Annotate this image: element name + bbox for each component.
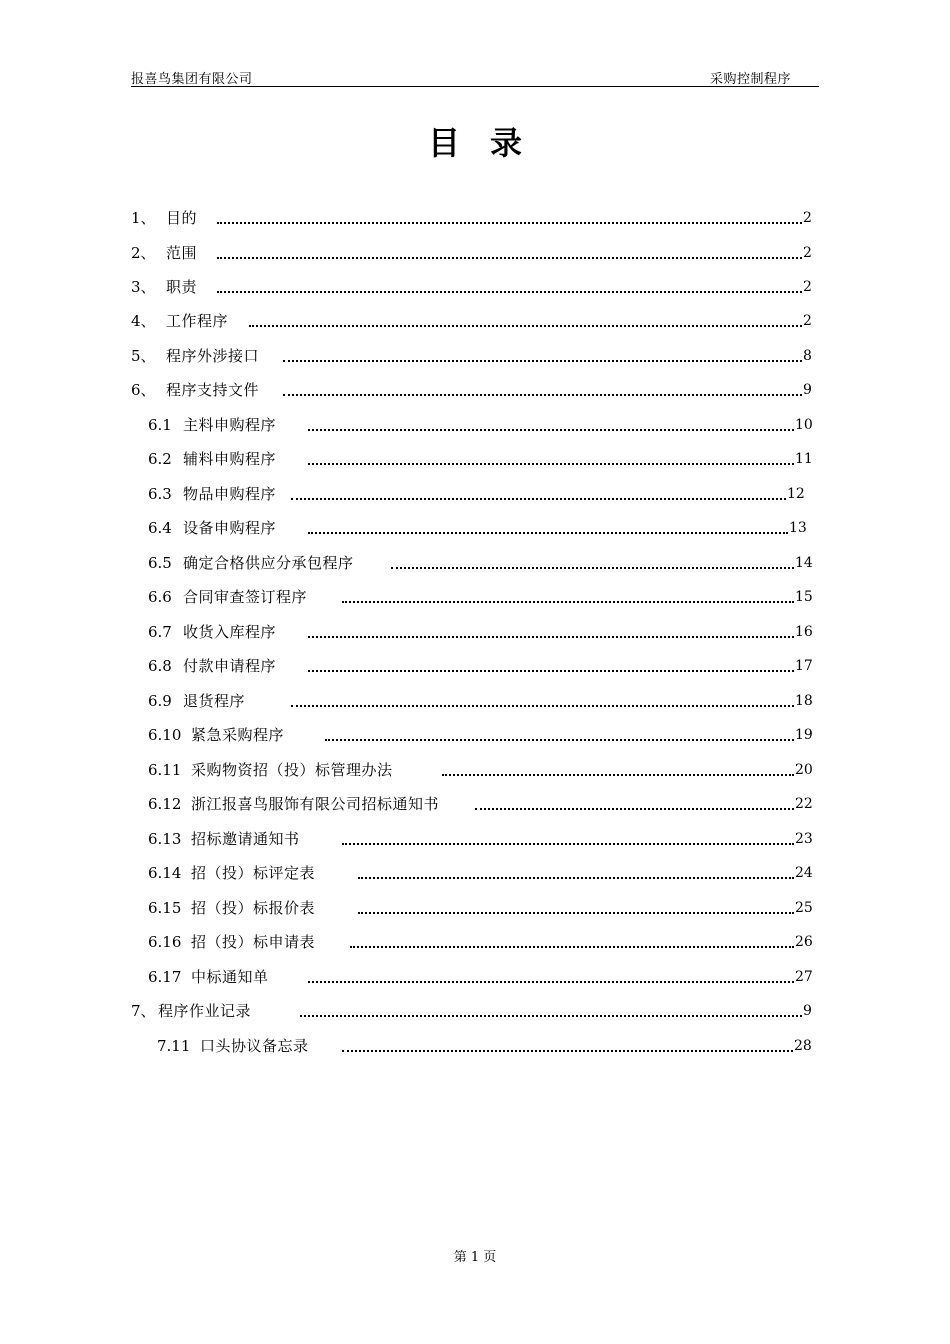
- toc-dot-leader: [308, 427, 794, 431]
- toc-entry-number: 6.5: [148, 554, 172, 572]
- toc-entry-number: 6.10: [148, 726, 182, 744]
- toc-entry-label: 中标通知单: [191, 968, 269, 986]
- toc-entry-page: 17: [795, 658, 813, 674]
- toc-entry-page: 27: [795, 969, 813, 985]
- toc-entry-page: 9: [803, 1003, 812, 1019]
- toc-dot-leader: [475, 806, 794, 810]
- toc-entry[interactable]: [148, 483, 816, 505]
- toc-entry-number: 6.12: [148, 795, 182, 813]
- toc-entry[interactable]: [148, 690, 824, 712]
- toc-entry[interactable]: [157, 1035, 823, 1057]
- toc-entry-label: 紧急采购程序: [191, 726, 285, 744]
- toc-dot-leader: [308, 668, 794, 672]
- toc-dot-leader: [325, 737, 794, 741]
- toc-entry[interactable]: [131, 379, 832, 401]
- toc-entry-number: 4、: [131, 312, 156, 330]
- toc-entry[interactable]: [148, 966, 824, 988]
- toc-entry-number: 6.8: [148, 657, 172, 675]
- toc-entry-label: 付款申请程序: [183, 657, 277, 675]
- toc-entry-number: 6.1: [148, 416, 172, 434]
- toc-entry-label: 目的: [166, 209, 198, 227]
- toc-entry-label: 口头协议备忘录: [200, 1037, 309, 1055]
- toc-entry-label: 招（投）标申请表: [191, 933, 316, 951]
- header-company: 报喜鸟集团有限公司: [131, 72, 253, 87]
- toc-entry-number: 7.11: [157, 1037, 191, 1055]
- toc-entry[interactable]: [148, 724, 824, 746]
- toc-entry-page: 22: [795, 796, 813, 812]
- toc-entry-label: 辅料申购程序: [183, 450, 277, 468]
- toc-entry-label: 浙江报喜鸟服饰有限公司招标通知书: [191, 795, 440, 813]
- toc-entry[interactable]: [148, 897, 824, 919]
- toc-entry-label: 招标邀请通知书: [191, 830, 300, 848]
- toc-entry-page: 11: [795, 451, 813, 467]
- toc-entry-number: 6.4: [148, 519, 172, 537]
- toc-entry-page: 26: [795, 934, 813, 950]
- toc-entry-page: 25: [795, 900, 813, 916]
- toc-entry-label: 程序支持文件: [166, 381, 260, 399]
- toc-entry-page: 16: [795, 624, 813, 640]
- toc-dot-leader: [283, 358, 802, 362]
- toc-entry[interactable]: [131, 1000, 832, 1022]
- toc-dot-leader: [283, 392, 802, 396]
- toc-dot-leader: [291, 496, 786, 500]
- toc-dot-leader: [342, 841, 794, 845]
- toc-entry[interactable]: [148, 517, 818, 539]
- toc-dot-leader: [350, 944, 794, 948]
- toc-entry-label: 招（投）标报价表: [191, 899, 316, 917]
- toc-entry-label: 招（投）标评定表: [191, 864, 316, 882]
- toc-entry-number: 6.6: [148, 588, 172, 606]
- toc-entry-number: 6.2: [148, 450, 172, 468]
- toc-entry-page: 20: [795, 762, 813, 778]
- toc-entry[interactable]: [148, 759, 824, 781]
- toc-dot-leader: [308, 634, 794, 638]
- toc-entry-page: 24: [795, 865, 813, 881]
- toc-entry-page: 9: [803, 382, 812, 398]
- toc-entry-label: 程序外涉接口: [166, 347, 260, 365]
- toc-entry-label: 范围: [166, 244, 198, 262]
- toc-dot-leader: [291, 703, 794, 707]
- toc-entry-label: 采购物资招（投）标管理办法: [191, 761, 393, 779]
- toc-entry-number: 6、: [131, 381, 156, 399]
- toc-entry-number: 6.7: [148, 623, 172, 641]
- toc-dot-leader: [442, 772, 794, 776]
- page-title: 目录: [427, 124, 552, 162]
- toc-entry-number: 6.16: [148, 933, 182, 951]
- page-number: 第 1 页: [453, 1250, 497, 1265]
- toc-entry-page: 2: [803, 279, 812, 295]
- toc-dot-leader: [358, 910, 794, 914]
- toc-dot-leader: [217, 289, 802, 293]
- header-doc-title: 采购控制程序: [709, 72, 791, 87]
- toc-dot-leader: [391, 565, 794, 569]
- toc-entry-page: 19: [795, 727, 813, 743]
- toc-entry-label: 主料申购程序: [183, 416, 277, 434]
- toc-entry[interactable]: [131, 310, 832, 332]
- toc-entry[interactable]: [131, 242, 832, 264]
- toc-entry[interactable]: [148, 552, 824, 574]
- toc-entry-number: 5、: [131, 347, 156, 365]
- toc-entry[interactable]: [148, 414, 824, 436]
- toc-entry-number: 6.17: [148, 968, 182, 986]
- toc-entry-number: 6.11: [148, 761, 182, 779]
- toc-entry[interactable]: [148, 931, 824, 953]
- toc-dot-leader: [249, 323, 802, 327]
- toc-entry-page: 28: [794, 1038, 812, 1054]
- toc-entry[interactable]: [131, 276, 832, 298]
- toc-entry[interactable]: [148, 862, 824, 884]
- toc-entry[interactable]: [148, 828, 824, 850]
- toc-entry-page: 14: [795, 555, 813, 571]
- toc-entry[interactable]: [148, 586, 824, 608]
- toc-entry-page: 8: [803, 348, 812, 364]
- toc-entry-number: 6.15: [148, 899, 182, 917]
- toc-entry[interactable]: [131, 345, 832, 367]
- toc-entry-label: 合同审查签订程序: [183, 588, 308, 606]
- toc-entry-page: 12: [787, 486, 805, 502]
- toc-entry-number: 3、: [131, 278, 156, 296]
- toc-entry-page: 13: [789, 520, 807, 536]
- toc-dot-leader: [308, 979, 794, 983]
- toc-entry-number: 6.13: [148, 830, 182, 848]
- toc-entry[interactable]: [148, 621, 824, 643]
- toc-entry-label: 收货入库程序: [183, 623, 277, 641]
- toc-entry[interactable]: [131, 207, 832, 229]
- toc-entry-number: 1、: [131, 209, 156, 227]
- toc-entry-page: 2: [803, 313, 812, 329]
- toc-dot-leader: [358, 875, 794, 879]
- toc-dot-leader: [308, 530, 788, 534]
- toc-entry-label: 物品申购程序: [183, 485, 277, 503]
- toc-entry-number: 7、: [131, 1002, 156, 1020]
- toc-entry-page: 10: [795, 417, 813, 433]
- toc-entry-label: 工作程序: [166, 312, 229, 330]
- toc-entry-page: 23: [795, 831, 813, 847]
- toc-entry-number: 6.14: [148, 864, 182, 882]
- toc-entry-label: 程序作业记录: [158, 1002, 252, 1020]
- toc-entry-page: 18: [795, 693, 813, 709]
- toc-dot-leader: [342, 599, 794, 603]
- toc-entry-page: 15: [795, 589, 813, 605]
- toc-entry[interactable]: [148, 793, 824, 815]
- toc-entry-number: 6.9: [148, 692, 172, 710]
- toc-entry-label: 职责: [166, 278, 198, 296]
- toc-entry-number: 6.3: [148, 485, 172, 503]
- toc-entry-label: 确定合格供应分承包程序: [183, 554, 354, 572]
- toc-entry[interactable]: [148, 448, 824, 470]
- toc-dot-leader: [308, 461, 794, 465]
- toc-entry-page: 2: [803, 210, 812, 226]
- toc-entry-label: 设备申购程序: [183, 519, 277, 537]
- toc-entry-label: 退货程序: [183, 692, 246, 710]
- toc-dot-leader: [300, 1013, 802, 1017]
- toc-dot-leader: [342, 1048, 793, 1052]
- toc-dot-leader: [217, 255, 802, 259]
- toc-entry-number: 2、: [131, 244, 156, 262]
- toc-dot-leader: [217, 220, 802, 224]
- toc-entry[interactable]: [148, 655, 824, 677]
- toc-entry-page: 2: [803, 245, 812, 261]
